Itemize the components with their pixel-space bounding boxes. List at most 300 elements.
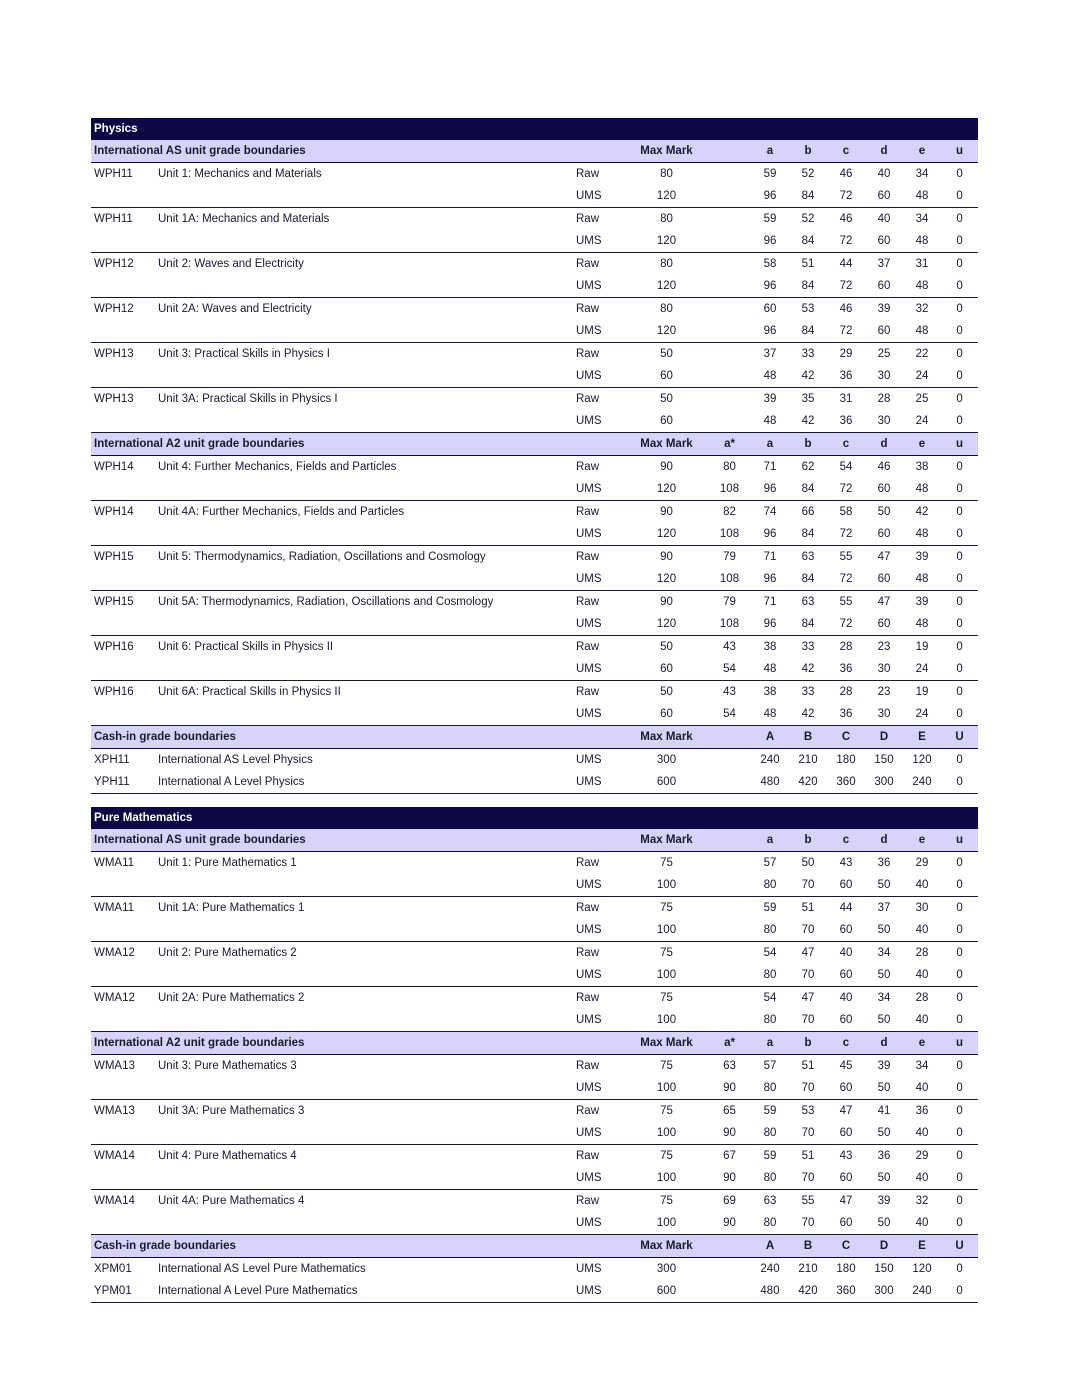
grade-boundary-value: 66 — [789, 501, 827, 524]
max-mark-value: 100 — [656, 879, 677, 891]
grade-boundary-value: 108 — [719, 573, 740, 585]
grade-boundary-value: 0 — [941, 388, 978, 411]
grade-boundary-value: 70 — [789, 1009, 827, 1032]
table-row — [91, 1145, 978, 1168]
grade-boundary-value: 80 — [763, 1127, 777, 1139]
max-mark-value: 60 — [625, 410, 708, 433]
grade-boundary-value: 48 — [751, 410, 789, 433]
grade-boundary-value: 84 — [801, 483, 815, 495]
grade-boundary-value: 0 — [956, 1082, 963, 1094]
table-row — [91, 1055, 978, 1078]
grade-boundary-value: 360 — [827, 1280, 865, 1303]
grade-boundary-value: 72 — [839, 280, 853, 292]
grade-boundary-value: 0 — [956, 280, 963, 292]
grade-boundary-value: 30 — [877, 370, 891, 382]
grade-boundary-value: 79 — [708, 591, 751, 614]
grade-header: a — [751, 1032, 789, 1055]
unit-code — [91, 478, 158, 501]
unit-title — [158, 1167, 576, 1190]
grade-boundary-value: 38 — [915, 461, 929, 473]
grade-boundary-value: 40 — [915, 1127, 929, 1139]
max-mark-value: 80 — [625, 253, 708, 276]
unit-code — [91, 275, 158, 298]
table-row — [91, 388, 978, 411]
mark-scale: UMS — [576, 1172, 602, 1184]
grade-boundary-value: 40 — [915, 969, 929, 981]
section-header-row — [91, 829, 978, 852]
unit-code: WPH13 — [91, 388, 158, 411]
grade-boundary-value: 59 — [751, 208, 789, 231]
grade-boundary-value: 39 — [865, 298, 903, 321]
section-header-row — [91, 1032, 978, 1055]
grade-boundary-value: 40 — [827, 942, 865, 965]
unit-code — [91, 410, 158, 433]
grade-boundary-value: 0 — [941, 1145, 978, 1168]
grade-boundary-value: 31 — [827, 388, 865, 411]
grade-boundary-value: 60 — [877, 325, 891, 337]
mark-scale: Raw — [576, 1145, 625, 1168]
grade-boundary-value: 48 — [915, 235, 929, 247]
table-row — [91, 478, 978, 501]
grade-boundary-value: 480 — [751, 1280, 789, 1303]
section-title: International A2 unit grade boundaries — [91, 433, 625, 456]
grade-header: e — [903, 433, 941, 456]
grade-boundary-value: 36 — [839, 663, 853, 675]
grade-boundary-value: 96 — [763, 483, 777, 495]
table-row — [91, 852, 978, 875]
grade-boundary-value: 120 — [912, 1263, 932, 1275]
grade-boundary-value: 29 — [903, 1145, 941, 1168]
unit-title — [158, 964, 576, 987]
unit-code: YPH11 — [91, 771, 158, 794]
grade-boundary-value: 0 — [941, 1190, 978, 1213]
max-mark-value: 90 — [625, 501, 708, 524]
grade-boundary-value: 84 — [801, 190, 815, 202]
mark-scale: UMS — [576, 370, 602, 382]
grade-boundary-value: 54 — [751, 987, 789, 1010]
unit-code — [91, 230, 158, 253]
grade-boundary-value: 82 — [708, 501, 751, 524]
grade-boundary-value: 40 — [827, 987, 865, 1010]
mark-scale: UMS — [576, 235, 602, 247]
grade-boundary-value: 300 — [865, 1280, 903, 1303]
grade-boundary-value: 71 — [751, 546, 789, 569]
grade-boundary-value: 60 — [877, 483, 891, 495]
grade-boundary-value: 40 — [877, 168, 891, 180]
max-mark-value: 50 — [625, 388, 708, 411]
grade-boundary-value: 40 — [915, 879, 929, 891]
max-mark-value: 60 — [660, 370, 673, 382]
unit-code: WMA13 — [94, 1060, 135, 1072]
grade-boundary-value: 25 — [865, 343, 903, 366]
grade-boundary-value: 240 — [760, 754, 780, 766]
unit-title — [158, 1212, 576, 1235]
grade-header: a — [751, 140, 789, 163]
grade-boundary-value: 45 — [839, 1060, 853, 1072]
grade-boundary-value: 0 — [956, 1127, 963, 1139]
unit-title — [158, 919, 576, 942]
grade-boundary-value: 24 — [915, 663, 929, 675]
unit-title: Unit 4A: Further Mechanics, Fields and Particles — [158, 501, 576, 524]
grade-boundary-value: 48 — [751, 703, 789, 726]
mark-scale: Raw — [576, 343, 625, 366]
unit-code: WPH15 — [91, 546, 158, 569]
grade-boundary-value: 0 — [956, 235, 963, 247]
max-mark-value: 75 — [660, 857, 673, 869]
mark-scale: UMS — [576, 190, 602, 202]
grade-boundary-value: 80 — [763, 969, 777, 981]
table-row — [91, 230, 978, 253]
unit-code — [91, 1167, 158, 1190]
max-mark-value: 120 — [656, 483, 677, 495]
grade-boundary-value: 48 — [915, 573, 929, 585]
grade-boundary-value: 63 — [751, 1190, 789, 1213]
grade-boundary-value: 300 — [865, 771, 903, 794]
grade-boundary-value: 42 — [801, 370, 815, 382]
table-row — [91, 636, 978, 659]
unit-title — [158, 320, 576, 343]
grade-boundary-value: 23 — [865, 681, 903, 704]
grade-boundary-value: 48 — [915, 483, 929, 495]
grade-boundary-value: 28 — [903, 987, 941, 1010]
unit-title: Unit 6A: Practical Skills in Physics II — [158, 681, 576, 704]
grade-header: b — [789, 433, 827, 456]
grade-boundary-value: 360 — [827, 771, 865, 794]
grade-boundary-value: 50 — [877, 1172, 891, 1184]
grade-header: C — [827, 1235, 865, 1258]
unit-code — [91, 874, 158, 897]
grade-boundary-value: 30 — [877, 663, 891, 675]
grade-boundary-value: 41 — [865, 1100, 903, 1123]
max-mark-value: 50 — [625, 636, 708, 659]
grade-boundary-value: 43 — [827, 1145, 865, 1168]
unit-title: Unit 4: Pure Mathematics 4 — [158, 1145, 576, 1168]
grade-boundary-value: 47 — [789, 987, 827, 1010]
max-mark-value: 600 — [625, 771, 708, 794]
unit-code: WPH13 — [91, 343, 158, 366]
grade-boundary-value: 29 — [827, 343, 865, 366]
grade-boundary-value: 72 — [839, 190, 853, 202]
grade-boundary-value: 0 — [956, 879, 963, 891]
grade-header: u — [941, 829, 978, 852]
grade-header: A — [751, 726, 789, 749]
mark-scale: Raw — [576, 546, 625, 569]
grade-boundary-value: 80 — [763, 1172, 777, 1184]
max-mark-value: 75 — [660, 1060, 673, 1072]
grade-boundary-value: 54 — [751, 942, 789, 965]
grade-boundary-value: 30 — [865, 410, 903, 433]
grade-header: d — [865, 1032, 903, 1055]
unit-code: WPH16 — [91, 636, 158, 659]
mark-scale: UMS — [576, 573, 602, 585]
grade-boundary-value: 0 — [941, 501, 978, 524]
grade-boundary-value — [708, 942, 751, 965]
grade-boundary-value: 420 — [789, 1280, 827, 1303]
grade-boundary-value — [708, 897, 751, 920]
grade-boundary-value: 39 — [903, 546, 941, 569]
grade-boundary-value: 34 — [915, 1060, 929, 1072]
grade-boundary-value: 80 — [751, 1212, 789, 1235]
unit-title: Unit 1: Pure Mathematics 1 — [158, 857, 297, 869]
grade-boundary-value: 33 — [789, 343, 827, 366]
grade-boundary-value: 0 — [941, 546, 978, 569]
grade-header: B — [789, 1235, 827, 1258]
max-mark-value: 60 — [660, 663, 673, 675]
grade-boundary-value: 60 — [839, 1172, 853, 1184]
max-mark-value: 120 — [656, 235, 677, 247]
grade-boundary-value: 60 — [839, 1082, 853, 1094]
mark-scale: Raw — [576, 987, 625, 1010]
grade-boundary-value: 70 — [801, 1127, 815, 1139]
grade-boundary-value: 72 — [839, 483, 853, 495]
grade-boundary-value: 80 — [763, 1082, 777, 1094]
grade-boundary-value: 0 — [956, 573, 963, 585]
grade-boundary-value: 0 — [941, 636, 978, 659]
max-mark-header-label: Max Mark — [625, 140, 708, 163]
grade-boundary-value: 19 — [903, 636, 941, 659]
grade-boundary-value: 43 — [708, 636, 751, 659]
mark-scale: Raw — [576, 591, 625, 614]
unit-code — [91, 185, 158, 208]
max-mark-value: 300 — [656, 1263, 677, 1275]
table-row — [91, 1212, 978, 1235]
max-mark-value: 100 — [656, 924, 677, 936]
table-row — [91, 208, 978, 231]
table-row — [91, 591, 978, 614]
grade-boundary-value: 0 — [956, 483, 963, 495]
grade-boundary-value: 240 — [903, 771, 941, 794]
max-mark-value: 80 — [660, 168, 673, 180]
table-row — [91, 1258, 978, 1281]
max-mark-value: 300 — [656, 754, 677, 766]
grade-boundary-value: 70 — [801, 879, 815, 891]
grade-boundary-value: 40 — [903, 1212, 941, 1235]
grade-boundary-value: 25 — [903, 388, 941, 411]
grade-boundary-value: 39 — [877, 1060, 891, 1072]
grade-boundary-value — [708, 1258, 751, 1281]
grade-boundary-value: 0 — [956, 190, 963, 202]
table-row — [91, 681, 978, 704]
mark-scale: UMS — [576, 483, 602, 495]
grade-boundary-value: 48 — [915, 528, 929, 540]
grade-boundary-value: 96 — [763, 235, 777, 247]
unit-title: Unit 1: Mechanics and Materials — [158, 168, 322, 180]
grade-header: e — [903, 140, 941, 163]
grade-boundary-value: 47 — [865, 546, 903, 569]
unit-code: YPM01 — [91, 1280, 158, 1303]
unit-code — [91, 523, 158, 546]
max-mark-value: 120 — [656, 325, 677, 337]
grade-header: a* — [708, 433, 751, 456]
grade-boundary-value: 24 — [903, 703, 941, 726]
unit-code: WMA14 — [91, 1145, 158, 1168]
mark-scale: UMS — [576, 1280, 625, 1303]
grade-header: u — [941, 140, 978, 163]
grade-boundary-value: 420 — [789, 771, 827, 794]
unit-title — [158, 1009, 576, 1032]
grade-boundary-value: 0 — [956, 528, 963, 540]
grade-boundary-value — [708, 208, 751, 231]
grade-boundary-value: 53 — [789, 298, 827, 321]
grade-boundary-value: 36 — [839, 370, 853, 382]
grade-boundary-value — [708, 771, 751, 794]
grade-boundary-value — [708, 365, 751, 388]
grade-boundary-value: 0 — [956, 1263, 963, 1275]
unit-code: WPH15 — [91, 591, 158, 614]
grade-boundary-value: 84 — [801, 618, 815, 630]
grade-boundary-value: 72 — [839, 528, 853, 540]
section-title: International AS unit grade boundaries — [91, 829, 625, 852]
grade-boundary-value: 42 — [789, 703, 827, 726]
grade-boundary-value: 0 — [941, 703, 978, 726]
grade-boundary-value: 0 — [956, 168, 963, 180]
grade-boundary-value: 42 — [789, 410, 827, 433]
grade-boundary-value: 210 — [798, 754, 818, 766]
max-mark-value: 100 — [656, 1082, 677, 1094]
grade-boundary-value: 38 — [751, 636, 789, 659]
grade-boundary-value: 54 — [708, 703, 751, 726]
max-mark-value: 90 — [625, 546, 708, 569]
max-mark-value: 75 — [625, 987, 708, 1010]
grade-boundary-value: 71 — [763, 461, 777, 473]
grade-boundary-value: 48 — [915, 325, 929, 337]
table-row — [91, 964, 978, 987]
mark-scale: UMS — [576, 754, 602, 766]
grade-boundary-value: 55 — [827, 591, 865, 614]
grade-boundary-value: 90 — [708, 1212, 751, 1235]
grade-boundary-value: 34 — [903, 208, 941, 231]
unit-title: International A Level Pure Mathematics — [158, 1280, 576, 1303]
mark-scale: Raw — [576, 1190, 625, 1213]
mark-scale: Raw — [576, 942, 625, 965]
grade-boundary-value: 39 — [865, 1190, 903, 1213]
mark-scale: Raw — [576, 208, 625, 231]
grade-boundary-value: 67 — [708, 1145, 751, 1168]
grade-boundary-value: 48 — [915, 190, 929, 202]
grade-boundary-value: 96 — [763, 325, 777, 337]
mark-scale: Raw — [576, 388, 625, 411]
grade-boundary-value: 180 — [836, 1263, 856, 1275]
unit-code — [91, 1077, 158, 1100]
grade-boundary-value: 30 — [865, 703, 903, 726]
grade-boundary-value: 120 — [912, 754, 932, 766]
grade-boundary-value — [708, 410, 751, 433]
grade-header: A — [751, 1235, 789, 1258]
grade-boundary-value: 44 — [827, 897, 865, 920]
grade-header: E — [903, 726, 941, 749]
grade-boundary-value: 36 — [827, 410, 865, 433]
grade-boundary-value: 96 — [763, 528, 777, 540]
grade-boundary-value: 43 — [708, 681, 751, 704]
grade-boundary-value: 57 — [763, 1060, 777, 1072]
grade-header: U — [941, 726, 978, 749]
grade-boundary-value: 90 — [723, 1172, 736, 1184]
unit-title: International AS Level Physics — [158, 754, 313, 766]
grade-header: d — [865, 140, 903, 163]
grade-boundary-value: 70 — [801, 1172, 815, 1184]
grade-boundary-value: 50 — [801, 857, 815, 869]
grade-boundary-value: 32 — [903, 298, 941, 321]
grade-boundary-value: 96 — [763, 618, 777, 630]
grade-boundary-value: 40 — [903, 1009, 941, 1032]
grade-header: D — [865, 726, 903, 749]
grade-boundary-value: 60 — [877, 280, 891, 292]
grade-boundary-value: 50 — [865, 1009, 903, 1032]
grade-boundary-value: 80 — [723, 461, 736, 473]
max-mark-value: 120 — [656, 573, 677, 585]
unit-code — [91, 1212, 158, 1235]
grade-boundary-value: 44 — [827, 253, 865, 276]
grade-boundary-value: 23 — [865, 636, 903, 659]
grade-boundary-value: 33 — [789, 681, 827, 704]
unit-code: WMA11 — [94, 857, 135, 869]
grade-boundary-value: 150 — [874, 1263, 894, 1275]
grade-boundary-value: 37 — [751, 343, 789, 366]
grade-boundary-value: 60 — [839, 969, 853, 981]
grade-boundary-value: 70 — [801, 969, 815, 981]
mark-scale: UMS — [576, 280, 602, 292]
mark-scale: UMS — [576, 410, 625, 433]
unit-title: International AS Level Pure Mathematics — [158, 1263, 366, 1275]
mark-scale: UMS — [576, 1009, 625, 1032]
grade-boundary-value — [708, 298, 751, 321]
grade-header: u — [941, 433, 978, 456]
grade-header: a* — [708, 1032, 751, 1055]
grade-boundary-value — [708, 919, 751, 942]
grade-boundary-value: 48 — [763, 663, 777, 675]
grade-boundary-value: 50 — [877, 924, 891, 936]
grade-boundary-value: 0 — [956, 461, 963, 473]
grade-boundary-value: 72 — [839, 618, 853, 630]
table-row — [91, 501, 978, 524]
mark-scale: Raw — [576, 681, 625, 704]
grade-header: u — [941, 1032, 978, 1055]
unit-code: WMA11 — [91, 897, 158, 920]
grade-boundary-value: 0 — [956, 969, 963, 981]
grade-boundary-value: 40 — [915, 924, 929, 936]
unit-code — [91, 919, 158, 942]
grade-boundary-value: 108 — [719, 618, 740, 630]
max-mark-value: 120 — [656, 190, 677, 202]
max-mark-value: 50 — [625, 343, 708, 366]
grade-boundary-value: 33 — [789, 636, 827, 659]
grade-boundary-value: 32 — [903, 1190, 941, 1213]
mark-scale: UMS — [576, 325, 602, 337]
grade-boundary-value: 50 — [877, 1127, 891, 1139]
grade-boundary-value: 58 — [827, 501, 865, 524]
grade-boundary-value: 59 — [751, 897, 789, 920]
grade-boundary-value: 52 — [801, 168, 815, 180]
table-row — [91, 1280, 978, 1303]
mark-scale: Raw — [576, 1100, 625, 1123]
grade-boundary-value: 24 — [915, 370, 929, 382]
mark-scale: UMS — [576, 703, 625, 726]
table-row — [91, 343, 978, 366]
grade-boundary-value: 60 — [827, 1009, 865, 1032]
max-mark-value: 100 — [625, 1009, 708, 1032]
grade-boundary-value: 63 — [789, 546, 827, 569]
grade-boundary-value: 34 — [915, 168, 929, 180]
unit-title: Unit 1A: Pure Mathematics 1 — [158, 897, 576, 920]
grade-boundary-value — [708, 320, 751, 343]
unit-code: WPH11 — [94, 168, 133, 180]
table-row — [91, 185, 978, 208]
unit-title: Unit 6: Practical Skills in Physics II — [158, 636, 576, 659]
table-row — [91, 897, 978, 920]
unit-code — [91, 1122, 158, 1145]
grade-boundary-value: 54 — [723, 663, 736, 675]
unit-title — [158, 185, 576, 208]
